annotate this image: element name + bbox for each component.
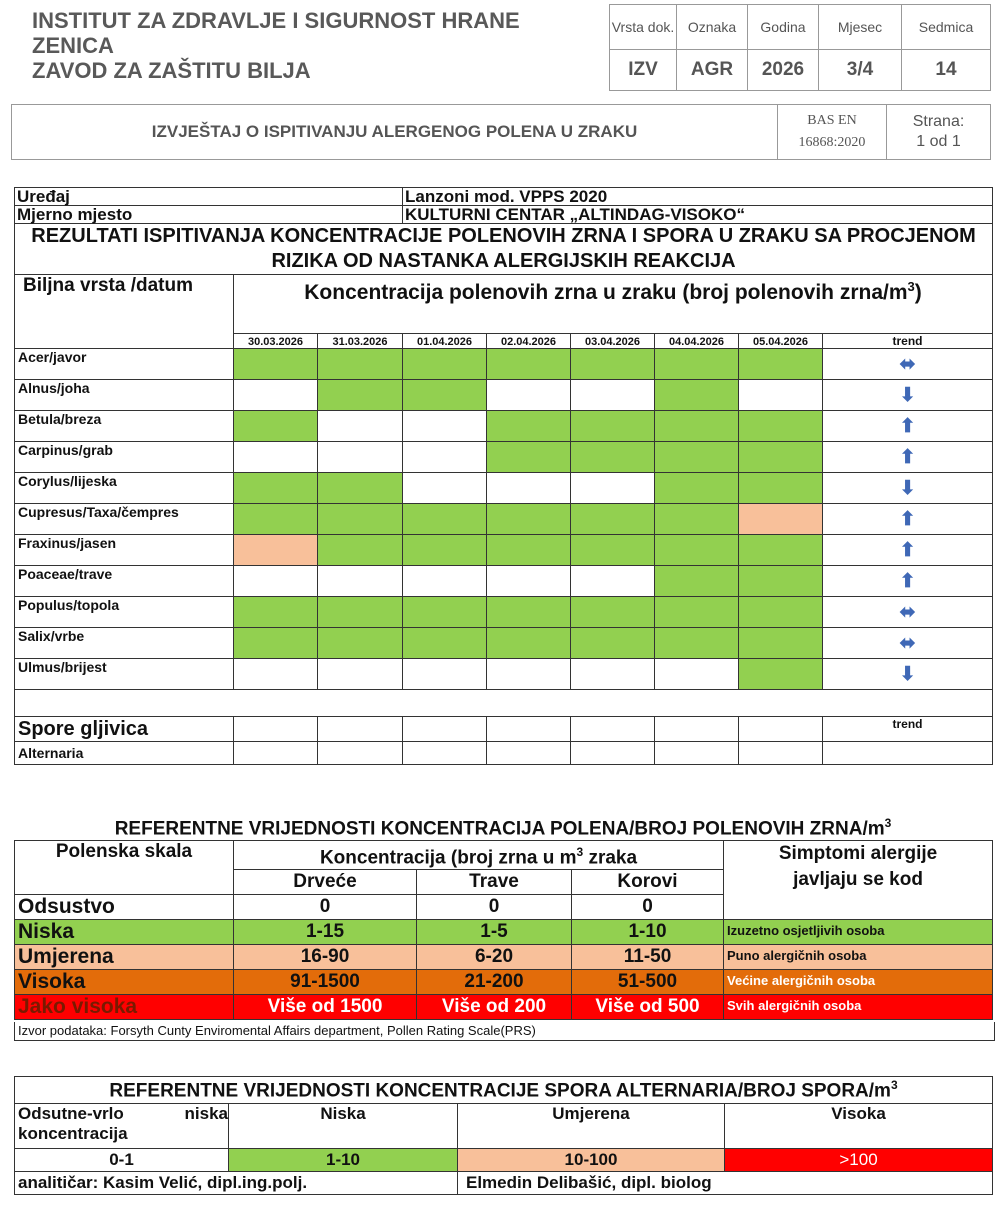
concentration-cell <box>487 659 571 690</box>
plant-name: Salix/vrbe <box>15 628 234 659</box>
high-symptom: Većine alergičnih osoba <box>724 970 993 995</box>
low-trees: 1-15 <box>234 920 417 945</box>
concentration-cell <box>318 504 403 535</box>
pollen-reference-title-sup: 3 <box>884 816 892 830</box>
institute-line3: ZAVOD ZA ZAŠTITU BILJA <box>32 58 311 83</box>
arrow-up-icon: ⬆ <box>899 539 916 561</box>
spores-header-low: Niska <box>229 1104 458 1149</box>
concentration-cell <box>487 380 571 411</box>
concentration-cell <box>487 442 571 473</box>
concentration-cell <box>487 566 571 597</box>
ref-conc-header-end: zraka <box>583 847 638 869</box>
spores-reference-title-text: REFERENTNE VRIJEDNOSTI KONCENTRACIJE SPORA ALTERNARIA/BROJ SPORA/m <box>109 1080 891 1102</box>
concentration-cell <box>739 473 823 504</box>
meta-value-week: 14 <box>902 50 991 91</box>
plant-name: Ulmus/brijest <box>15 659 234 690</box>
concentration-cell <box>403 442 487 473</box>
spacer-row <box>15 690 993 717</box>
low-grass: 1-5 <box>417 920 572 945</box>
device-label: Uređaj <box>15 188 403 206</box>
alternaria-label: Alternaria <box>15 742 234 765</box>
spores-header-moderate: Umjerena <box>458 1104 725 1149</box>
plant-rows <box>15 349 993 690</box>
very-high-trees: Više od 1500 <box>234 995 417 1020</box>
concentration-cell <box>655 349 739 380</box>
concentration-cell <box>571 380 655 411</box>
results-table <box>14 187 993 765</box>
trend-cell <box>823 411 993 442</box>
arrow-up-icon: ⬆ <box>899 508 916 530</box>
spores-value-moderate: 10-100 <box>458 1149 725 1172</box>
level-very-high: Jako visoka <box>15 995 234 1020</box>
trend-cell <box>823 659 993 690</box>
alternaria-cell <box>823 742 993 765</box>
meta-label-code: Oznaka <box>677 5 748 50</box>
concentration-cell <box>655 504 739 535</box>
low-symptom: Izuzetno osjetljivih osoba <box>724 920 993 945</box>
very-high-symptom: Svih alergičnih osoba <box>724 995 993 1020</box>
concentration-cell <box>234 535 318 566</box>
spores-label: Spore gljivica <box>15 717 234 742</box>
plant-row <box>15 380 993 411</box>
concentration-cell <box>487 349 571 380</box>
pollen-reference-table <box>14 840 993 1020</box>
concentration-header-text: Koncentracija polenovih zrna u zraku (broj polenovih zrna/m <box>304 281 908 304</box>
page-info <box>887 105 991 160</box>
concentration-cell <box>403 566 487 597</box>
concentration-cell <box>655 566 739 597</box>
spore-cell <box>318 717 403 742</box>
scale-header: Polenska skala <box>15 841 234 895</box>
analyst-1: analitičar: Kasim Velić, dipl.ing.polj. <box>15 1172 458 1195</box>
data-source: Izvor podataka: Forsyth Cunty Enviromental Affairs department, Pollen Rating Scale(PRS) <box>14 1022 995 1041</box>
plant-row <box>15 473 993 504</box>
species-header: Biljna vrsta /datum <box>15 275 234 349</box>
concentration-cell <box>655 628 739 659</box>
very-high-weeds: Više od 500 <box>572 995 724 1020</box>
plant-name: Cupresus/Taxa/čempres <box>15 504 234 535</box>
concentration-cell <box>655 380 739 411</box>
concentration-cell <box>739 504 823 535</box>
concentration-cell <box>234 411 318 442</box>
level-row-high <box>15 970 993 995</box>
plant-row <box>15 659 993 690</box>
moderate-trees: 16-90 <box>234 945 417 970</box>
alternaria-cell <box>655 742 739 765</box>
spores-reference-title <box>15 1077 993 1104</box>
spore-row <box>15 717 993 742</box>
report-title-table <box>11 104 991 160</box>
concentration-cell <box>571 504 655 535</box>
concentration-cell <box>318 597 403 628</box>
arrow-up-icon: ⬆ <box>899 570 916 592</box>
concentration-cell <box>403 628 487 659</box>
level-high: Visoka <box>15 970 234 995</box>
level-row-very-high <box>15 995 993 1020</box>
high-trees: 91-1500 <box>234 970 417 995</box>
pollen-reference-title <box>14 816 992 840</box>
spores-reference-table <box>14 1076 993 1195</box>
spore-cell <box>739 717 823 742</box>
moderate-weeds: 11-50 <box>572 945 724 970</box>
alternaria-cell <box>487 742 571 765</box>
very-high-grass: Više od 200 <box>417 995 572 1020</box>
concentration-cell <box>655 442 739 473</box>
concentration-cell <box>571 442 655 473</box>
plant-name: Carpinus/grab <box>15 442 234 473</box>
plant-name: Populus/topola <box>15 597 234 628</box>
trend-cell <box>823 535 993 566</box>
date-header: 30.03.2026 <box>234 334 318 349</box>
date-header: 04.04.2026 <box>655 334 739 349</box>
spores-reference-title-sup: 3 <box>890 1077 898 1092</box>
date-header: 03.04.2026 <box>571 334 655 349</box>
concentration-cell <box>571 349 655 380</box>
symptoms-header: Simptomi alergije javljaju se kod <box>724 841 993 920</box>
institute-line1: INSTITUT ZA ZDRAVLJE I SIGURNOST HRANE <box>32 8 520 33</box>
pollen-reference-title-text: REFERENTNE VRIJEDNOSTI KONCENTRACIJA POLENA/BROJ POLENOVIH ZRNA/m <box>114 818 885 840</box>
plant-name: Betula/breza <box>15 411 234 442</box>
arrow-up-icon: ⬆ <box>899 415 916 437</box>
concentration-cell <box>403 411 487 442</box>
concentration-cell <box>234 566 318 597</box>
concentration-cell <box>403 504 487 535</box>
concentration-cell <box>318 566 403 597</box>
concentration-header <box>234 275 993 334</box>
concentration-cell <box>234 597 318 628</box>
concentration-cell <box>234 659 318 690</box>
concentration-cell <box>318 473 403 504</box>
trend-cell <box>823 349 993 380</box>
concentration-header-end: ) <box>914 281 922 304</box>
concentration-cell <box>739 628 823 659</box>
plant-row <box>15 349 993 380</box>
alternaria-cell <box>403 742 487 765</box>
concentration-cell <box>739 380 823 411</box>
spore-cell <box>655 717 739 742</box>
arrow-down-icon: ⬇ <box>899 663 916 685</box>
concentration-cell <box>318 380 403 411</box>
high-weeds: 51-500 <box>572 970 724 995</box>
absent-weeds: 0 <box>572 895 724 920</box>
institute-line2: ZENICA <box>32 33 114 58</box>
arrow-left-right-icon: ⬌ <box>899 632 916 654</box>
concentration-cell <box>487 535 571 566</box>
concentration-cell <box>234 380 318 411</box>
concentration-cell <box>571 597 655 628</box>
meta-value-type: IZV <box>610 50 677 91</box>
concentration-cell <box>234 473 318 504</box>
device-value: Lanzoni mod. VPPS 2020 <box>403 188 993 206</box>
concentration-cell <box>318 628 403 659</box>
plant-row <box>15 411 993 442</box>
concentration-cell <box>403 380 487 411</box>
concentration-cell <box>487 504 571 535</box>
arrow-down-icon: ⬇ <box>899 477 916 499</box>
concentration-header-sup: 3 <box>907 279 915 294</box>
spores-header-absent: Odsutne-vrlo niska koncentracija <box>15 1104 229 1149</box>
spores-value-absent: 0-1 <box>15 1149 229 1172</box>
trend-cell <box>823 628 993 659</box>
trend-cell <box>823 380 993 411</box>
concentration-cell <box>739 442 823 473</box>
plant-row <box>15 597 993 628</box>
report-title: IZVJEŠTAJ O ISPITIVANJU ALERGENOG POLENA U ZRAKU <box>12 105 778 160</box>
analyst-2: Elmedin Delibašić, dipl. biolog <box>458 1172 993 1195</box>
spores-value-high: >100 <box>725 1149 993 1172</box>
concentration-cell <box>655 659 739 690</box>
concentration-cell <box>571 628 655 659</box>
moderate-grass: 6-20 <box>417 945 572 970</box>
concentration-cell <box>487 411 571 442</box>
level-absent: Odsustvo <box>15 895 234 920</box>
concentration-cell <box>234 442 318 473</box>
concentration-cell <box>318 659 403 690</box>
concentration-cell <box>655 473 739 504</box>
concentration-cell <box>487 473 571 504</box>
ref-conc-header-sup: 3 <box>576 845 584 859</box>
date-header: 31.03.2026 <box>318 334 403 349</box>
spores-header-high: Visoka <box>725 1104 993 1149</box>
moderate-symptom: Puno alergičnih osoba <box>724 945 993 970</box>
meta-value-year: 2026 <box>748 50 819 91</box>
concentration-cell <box>739 566 823 597</box>
page-value: 1 od 1 <box>916 133 961 150</box>
level-low: Niska <box>15 920 234 945</box>
concentration-cell <box>655 411 739 442</box>
alternaria-row <box>15 742 993 765</box>
arrow-down-icon: ⬇ <box>899 384 916 406</box>
trend-cell <box>823 597 993 628</box>
concentration-cell <box>739 535 823 566</box>
concentration-cell <box>234 504 318 535</box>
concentration-cell <box>403 349 487 380</box>
concentration-cell <box>403 473 487 504</box>
meta-label-year: Godina <box>748 5 819 50</box>
trend-header: trend <box>823 334 993 349</box>
concentration-cell <box>571 473 655 504</box>
concentration-cell <box>318 442 403 473</box>
meta-label-type: Vrsta dok. <box>610 5 677 50</box>
concentration-cell <box>739 597 823 628</box>
alternaria-cell <box>318 742 403 765</box>
level-moderate: Umjerena <box>15 945 234 970</box>
spore-cell <box>571 717 655 742</box>
concentration-cell <box>487 628 571 659</box>
concentration-cell <box>318 411 403 442</box>
concentration-cell <box>739 659 823 690</box>
trend-cell <box>823 473 993 504</box>
concentration-cell <box>403 535 487 566</box>
plant-row <box>15 504 993 535</box>
concentration-cell <box>739 411 823 442</box>
arrow-left-right-icon: ⬌ <box>899 601 916 623</box>
standard-code: BAS EN 16868:2020 <box>778 105 887 160</box>
document-meta-table <box>609 4 991 91</box>
meta-value-code: AGR <box>677 50 748 91</box>
plant-name: Alnus/joha <box>15 380 234 411</box>
location-label: Mjerno mjesto <box>15 206 403 224</box>
plant-name: Corylus/lijeska <box>15 473 234 504</box>
trend-cell <box>823 442 993 473</box>
concentration-cell <box>655 535 739 566</box>
meta-label-month: Mjesec <box>819 5 902 50</box>
plant-row <box>15 566 993 597</box>
col-weeds: Korovi <box>572 870 724 895</box>
plant-name: Fraxinus/jasen <box>15 535 234 566</box>
col-grass: Trave <box>417 870 572 895</box>
plant-row <box>15 535 993 566</box>
concentration-cell <box>571 566 655 597</box>
concentration-cell <box>487 597 571 628</box>
concentration-cell <box>571 659 655 690</box>
meta-value-month: 3/4 <box>819 50 902 91</box>
spores-value-low: 1-10 <box>229 1149 458 1172</box>
alternaria-cell <box>234 742 318 765</box>
concentration-cell <box>318 535 403 566</box>
ref-conc-header <box>234 841 724 870</box>
concentration-cell <box>234 349 318 380</box>
concentration-cell <box>571 411 655 442</box>
col-trees: Drveće <box>234 870 417 895</box>
spore-cell <box>234 717 318 742</box>
date-header: 01.04.2026 <box>403 334 487 349</box>
level-row-low <box>15 920 993 945</box>
low-weeds: 1-10 <box>572 920 724 945</box>
page-label: Strana: <box>912 113 965 130</box>
concentration-cell <box>655 597 739 628</box>
plant-name: Poaceae/trave <box>15 566 234 597</box>
plant-row <box>15 628 993 659</box>
alternaria-cell <box>739 742 823 765</box>
absent-trees: 0 <box>234 895 417 920</box>
level-row-moderate <box>15 945 993 970</box>
meta-label-week: Sedmica <box>902 5 991 50</box>
spores-trend-header: trend <box>823 717 993 742</box>
concentration-cell <box>739 349 823 380</box>
date-header: 02.04.2026 <box>487 334 571 349</box>
absent-grass: 0 <box>417 895 572 920</box>
concentration-cell <box>234 628 318 659</box>
plant-row <box>15 442 993 473</box>
arrow-up-icon: ⬆ <box>899 446 916 468</box>
institute-name <box>32 8 602 83</box>
arrow-left-right-icon: ⬌ <box>899 353 916 375</box>
concentration-cell <box>571 535 655 566</box>
date-header: 05.04.2026 <box>739 334 823 349</box>
concentration-cell <box>403 659 487 690</box>
ref-conc-header-text: Koncentracija (broj zrna u m <box>319 847 577 869</box>
trend-cell <box>823 504 993 535</box>
location-value: KULTURNI CENTAR „ALTINDAG-VISOKO“ <box>403 206 993 224</box>
results-title: REZULTATI ISPITIVANJA KONCENTRACIJE POLENOVIH ZRNA I SPORA U ZRAKU SA PROCJENOM RIZIKA OD NASTANKA ALERGIJSKIH REAKCIJA <box>15 224 993 275</box>
high-grass: 21-200 <box>417 970 572 995</box>
alternaria-cell <box>571 742 655 765</box>
trend-cell <box>823 566 993 597</box>
concentration-cell <box>403 597 487 628</box>
concentration-cell <box>318 349 403 380</box>
spore-cell <box>487 717 571 742</box>
plant-name: Acer/javor <box>15 349 234 380</box>
spore-cell <box>403 717 487 742</box>
